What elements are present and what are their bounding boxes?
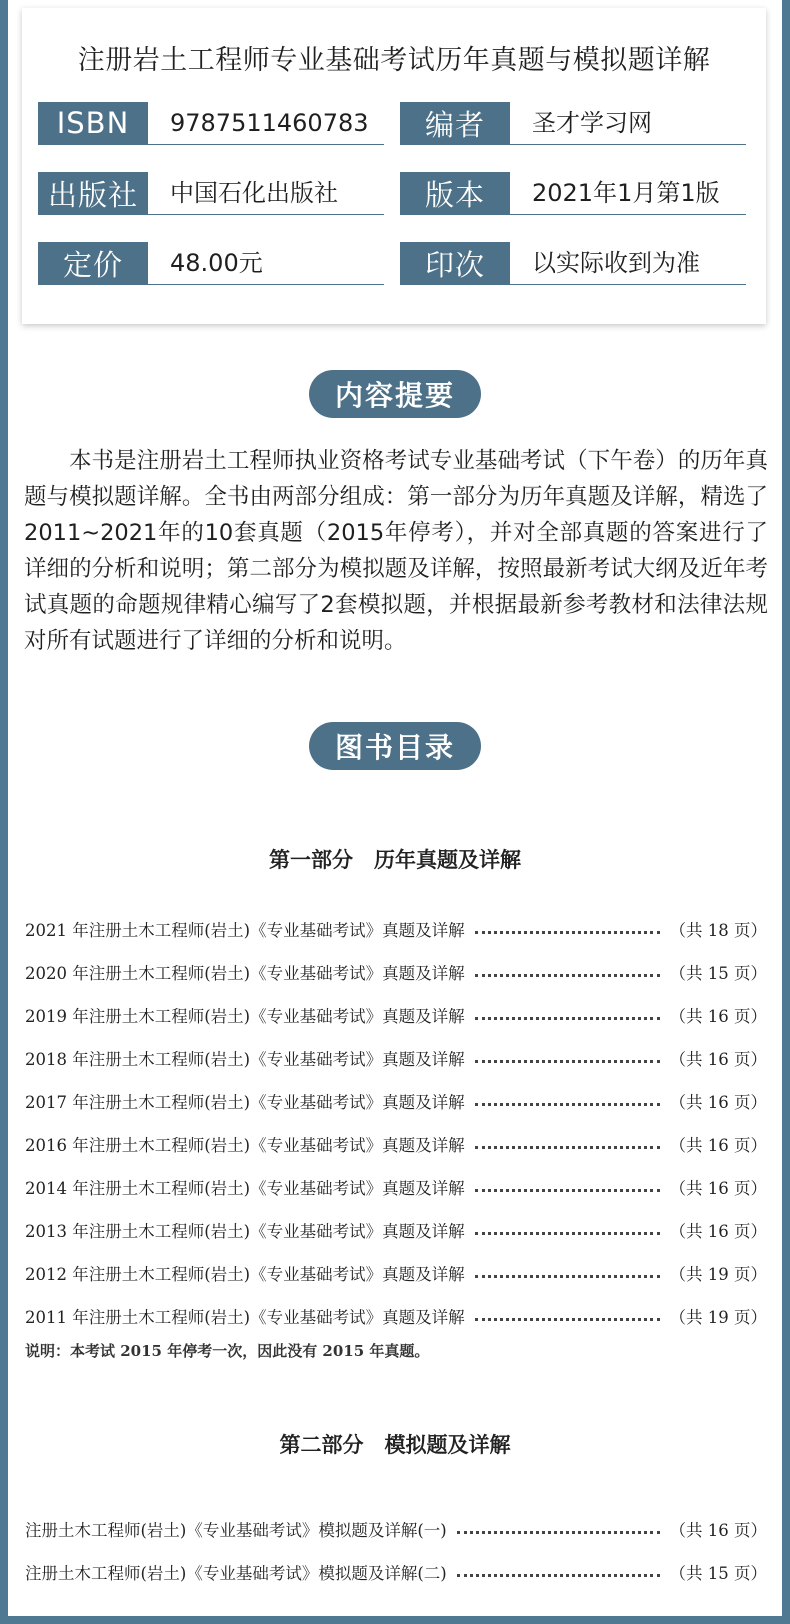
toc-leader-dots — [475, 972, 660, 977]
toc-leader-dots — [475, 1144, 660, 1149]
info-row-edition — [400, 172, 746, 215]
toc-note: 说明：本考试 2015 年停考一次，因此没有 2015 年真题。 — [25, 1342, 430, 1360]
toc-item-pages: （共 16 页） — [669, 1136, 767, 1155]
toc-item — [25, 959, 767, 985]
toc-item — [25, 1559, 767, 1585]
info-label: 编者 — [400, 102, 510, 144]
toc-item-title: 2016 年注册土木工程师(岩土)《专业基础考试》真题及详解 — [25, 1136, 465, 1155]
toc-item — [25, 1002, 767, 1028]
toc-leader-dots — [475, 1273, 660, 1278]
info-label: 出版社 — [38, 172, 148, 214]
info-value: 2021年1月第1版 — [532, 179, 720, 207]
part1-title: 第一部分 历年真题及详解 — [269, 847, 521, 872]
toc-item-title: 2011 年注册土木工程师(岩土)《专业基础考试》真题及详解 — [25, 1308, 465, 1327]
info-value: 9787511460783 — [170, 109, 369, 137]
page — [8, 0, 782, 1616]
info-row-publisher — [38, 172, 384, 215]
toc-leader-dots — [475, 1316, 660, 1321]
toc-heading: 图书目录 — [309, 722, 481, 770]
info-row-price — [38, 242, 384, 285]
toc-item — [25, 1217, 767, 1243]
info-value: 圣才学习网 — [532, 109, 652, 137]
book-title: 注册岩土工程师专业基础考试历年真题与模拟题详解 — [77, 45, 711, 76]
toc-leader-dots — [475, 1015, 660, 1020]
summary-heading: 内容提要 — [309, 370, 481, 418]
toc-item — [25, 916, 767, 942]
info-label: 定价 — [38, 242, 148, 284]
toc-leader-dots — [457, 1529, 660, 1534]
toc-item-pages: （共 16 页） — [669, 1179, 767, 1198]
summary-text: 本书是注册岩土工程师执业资格考试专业基础考试（下午卷）的历年真题与模拟题详解。全书由两部分组成：第一部分为历年真题及详解，精选了2011~2021年的10套真题（2015年停考），并对全部真题的答案进行了详细的分析和说明；第二部分为模拟题及详解，按照最新考试大纲及近年考试真题的命题规律精心编写了2套模拟题，并根据最新参考教材和法律法规对所有试题进行了详细的分析和说明。 — [24, 448, 768, 654]
toc-item-title: 2018 年注册土木工程师(岩土)《专业基础考试》真题及详解 — [25, 1050, 465, 1069]
toc-item-pages: （共 19 页） — [669, 1265, 767, 1284]
info-value: 以实际收到为准 — [532, 249, 700, 277]
toc-leader-dots — [475, 1187, 660, 1192]
toc-item-title: 注册土木工程师(岩土)《专业基础考试》模拟题及详解(一) — [25, 1521, 447, 1540]
info-label: ISBN — [38, 102, 148, 144]
toc-item-title: 2012 年注册土木工程师(岩土)《专业基础考试》真题及详解 — [25, 1265, 465, 1284]
toc-item-pages: （共 15 页） — [669, 1564, 767, 1583]
toc-item-title: 2013 年注册土木工程师(岩土)《专业基础考试》真题及详解 — [25, 1222, 465, 1241]
toc-item-title: 注册土木工程师(岩土)《专业基础考试》模拟题及详解(二) — [25, 1564, 447, 1583]
toc-item-title: 2021 年注册土木工程师(岩土)《专业基础考试》真题及详解 — [25, 921, 465, 940]
book-info-card — [22, 8, 766, 324]
toc-item-pages: （共 15 页） — [669, 964, 767, 983]
info-row-editor — [400, 102, 746, 145]
toc-item-pages: （共 16 页） — [669, 1093, 767, 1112]
toc-item-title: 2019 年注册土木工程师(岩土)《专业基础考试》真题及详解 — [25, 1007, 465, 1026]
toc-item-title: 2017 年注册土木工程师(岩土)《专业基础考试》真题及详解 — [25, 1093, 465, 1112]
toc-leader-dots — [457, 1572, 660, 1577]
toc-item — [25, 1045, 767, 1071]
toc-item-pages: （共 18 页） — [669, 921, 767, 940]
toc-item — [25, 1174, 767, 1200]
toc-item-title: 2020 年注册土木工程师(岩土)《专业基础考试》真题及详解 — [25, 964, 465, 983]
info-value: 48.00元 — [170, 249, 263, 277]
part2-title: 第二部分 模拟题及详解 — [279, 1432, 511, 1457]
toc-item-pages: （共 16 页） — [669, 1222, 767, 1241]
toc-item — [25, 1088, 767, 1114]
toc-leader-dots — [475, 1058, 660, 1063]
info-label: 版本 — [400, 172, 510, 214]
toc-item — [25, 1303, 767, 1329]
info-row-printing — [400, 242, 746, 285]
toc-item-pages: （共 16 页） — [669, 1050, 767, 1069]
toc-leader-dots — [475, 1230, 660, 1235]
toc-item — [25, 1260, 767, 1286]
info-label: 印次 — [400, 242, 510, 284]
toc-leader-dots — [475, 1101, 660, 1106]
info-row-isbn — [38, 102, 384, 145]
toc-item — [25, 1131, 767, 1157]
toc-item-pages: （共 16 页） — [669, 1521, 767, 1540]
info-value: 中国石化出版社 — [170, 179, 338, 207]
toc-item-pages: （共 19 页） — [669, 1308, 767, 1327]
toc-item — [25, 1516, 767, 1542]
toc-item-pages: （共 16 页） — [669, 1007, 767, 1026]
toc-leader-dots — [475, 929, 660, 934]
toc-item-title: 2014 年注册土木工程师(岩土)《专业基础考试》真题及详解 — [25, 1179, 465, 1198]
